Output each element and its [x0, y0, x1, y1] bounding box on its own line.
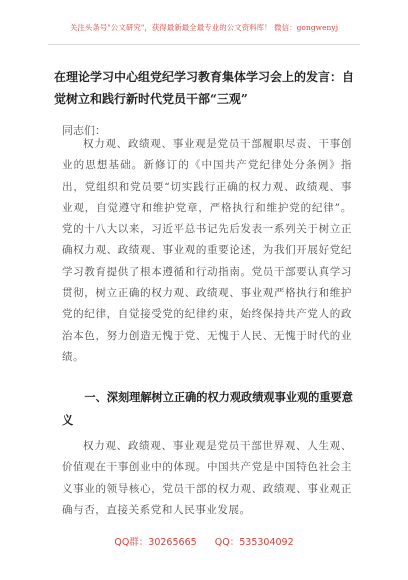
body-paragraph-2: 权力观、政绩观、事业观是党员干部世界观、人生观、价值观在干事创业中的体现。中国共产党是中国特色社会主义事业的领导核心，党员干部的权力观、政绩观、事业观正确与否，直接关系党和人民事业发展。 [62, 440, 352, 516]
page-footer [0, 534, 408, 548]
footer-qq-group: QQ群：30265665 [114, 537, 197, 548]
section-heading-1: 一、深刻理解树立正确的权力观政绩观事业观的重要意义 [62, 390, 353, 427]
footer-qq: QQ：535304092 [214, 537, 294, 548]
document-title: 在理论学习中心组党纪学习教育集体学习会上的发言：自觉树立和践行新时代党员干部“三观” [54, 70, 355, 106]
body-paragraph-1: 权力观、政绩观、事业观是党员干部履职尽责、干事创业的思想基础。新修订的《中国共产党纪律处分条例》指出，党组织和党员要“切实践行正确的权力观、政绩观、事业观，自觉遵守和维护党章，严格执行和维护党的纪律”。党的十八大以来，习近平总书记先后发表一系列关于树立正确权力观、政绩观、事业观的重要论述，为我们开展好党纪学习教育提供了根本遵循和行动指南。党员干部要认真学习贯彻，树立正确的权力观、政绩观、事业观严格执行和维护党的纪律，自觉接受党的纪律约束，始终保持共产党人的政治本色，努力创造无愧于党、无愧于人民、无愧于时代的业绩。 [62, 138, 352, 363]
page-header-note: 关注头条号"公文研究"，获得最新最全最专业的公文资料库！ 微信：gongwenyj [69, 23, 339, 32]
salutation: 同志们： [62, 124, 106, 137]
header-divider [48, 44, 360, 45]
